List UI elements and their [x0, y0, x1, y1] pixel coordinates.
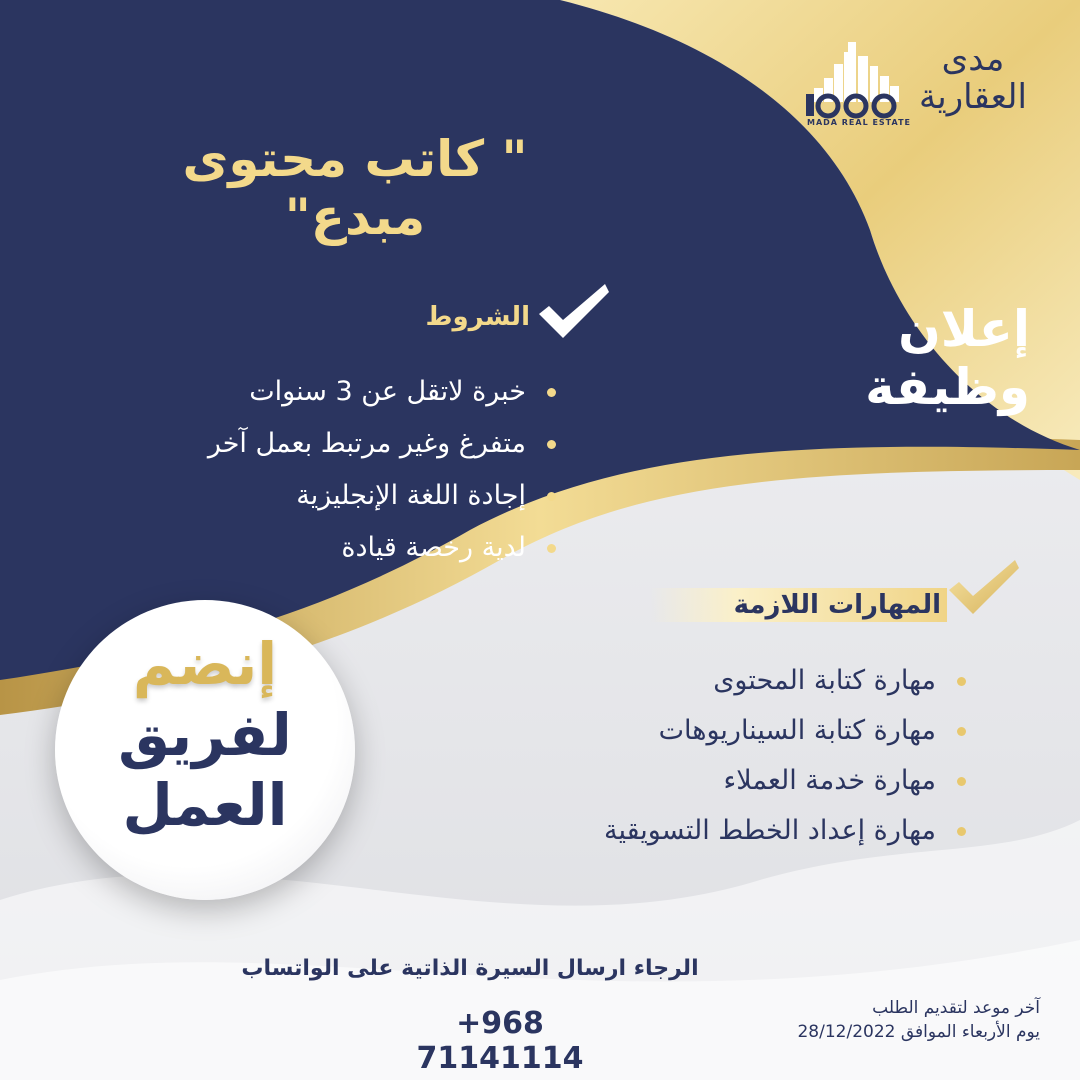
conditions-title-text: الشروط	[425, 302, 530, 332]
list-item: إجادة اللغة الإنجليزية	[100, 470, 560, 522]
join-line1: إنضم	[132, 630, 278, 698]
logo-text	[908, 40, 1038, 116]
join-line2: لفريق	[118, 701, 292, 769]
list-item: مهارة كتابة المحتوى	[480, 656, 970, 706]
deadline-line2: يوم الأربعاء الموافق 28/12/2022	[797, 1022, 1040, 1042]
list-item: مهارة كتابة السيناريوهات	[480, 706, 970, 756]
skills-title: المهارات اللازمة	[650, 588, 947, 622]
logo-name-line2: العقارية	[919, 77, 1027, 117]
deadline-line1: آخر موعد لتقديم الطلب	[872, 998, 1040, 1018]
checkmark-icon	[535, 280, 613, 340]
announcement-heading: إعلان وظيفة	[865, 300, 1030, 416]
checkmark-icon	[945, 556, 1023, 616]
conditions-list	[100, 366, 560, 574]
skills-list	[480, 656, 970, 856]
list-item: مهارة إعداد الخطط التسويقية	[480, 806, 970, 856]
join-team-text	[55, 628, 355, 840]
send-cv-instruction: الرجاء ارسال السيرة الذاتية على الواتساب	[241, 956, 699, 981]
join-line3: العمل	[122, 771, 288, 839]
list-item: مهارة خدمة العملاء	[480, 756, 970, 806]
logo-name-line1: مدى	[941, 39, 1005, 79]
conditions-title	[360, 302, 530, 332]
logo-english-name: MADA REAL ESTATE	[806, 118, 912, 127]
list-item: لدية رخصة قيادة	[100, 522, 560, 574]
job-title: " كاتب محتوى مبدع"	[182, 130, 528, 246]
phone-number[interactable]: +968 71141114	[416, 1006, 584, 1076]
list-item: متفرغ وغير مرتبط بعمل آخر	[100, 418, 560, 470]
logo-icon	[806, 34, 910, 130]
application-deadline	[730, 996, 1040, 1044]
list-item: خبرة لاتقل عن 3 سنوات	[100, 366, 560, 418]
